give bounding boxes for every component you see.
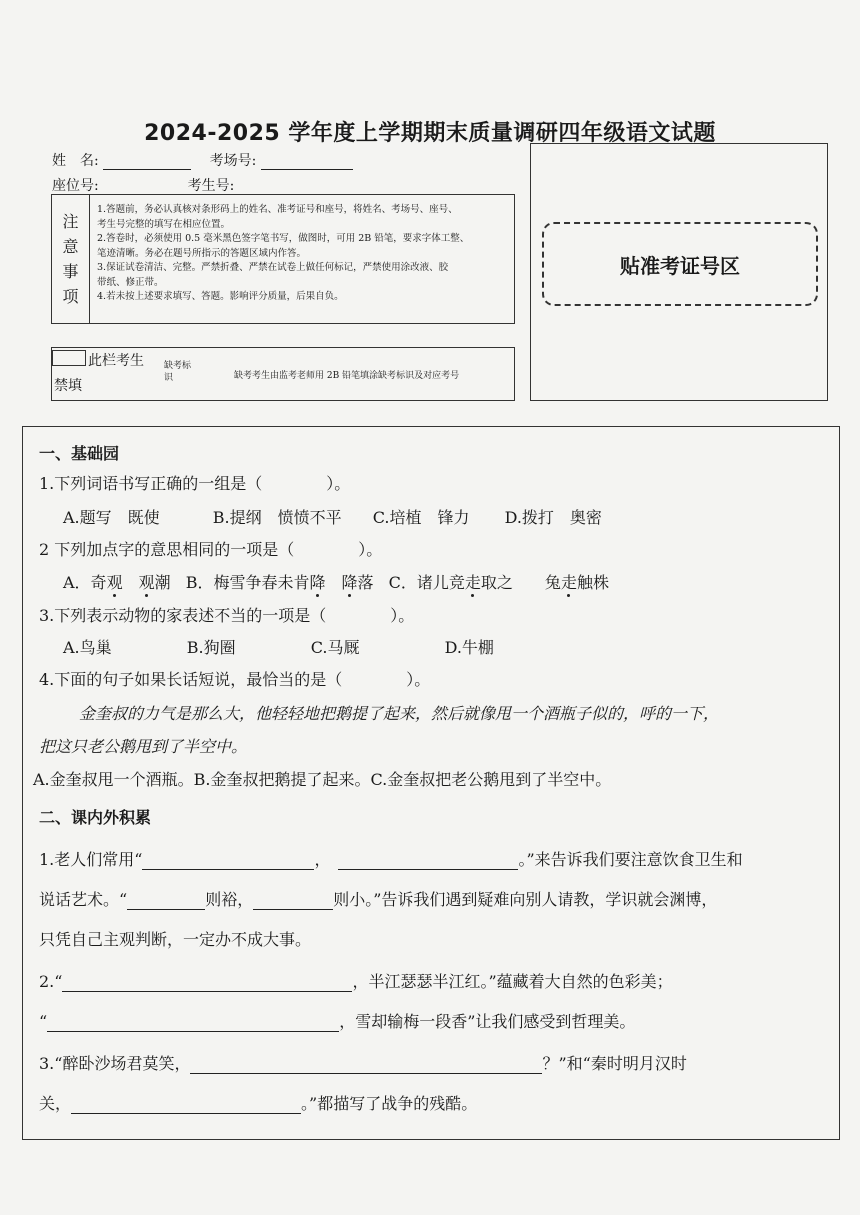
q4-stem: 4.下面的句子如果长话短说，最恰当的是（ ）。 (39, 670, 431, 689)
s2-q1-blank-2[interactable] (338, 851, 518, 870)
seat-field-row (52, 175, 419, 195)
s2-q2-text: 2.“ (39, 972, 63, 991)
s2-q2-text: ，雪却输梅一段香”让我们感受到哲理美。 (339, 1012, 636, 1031)
q3-option-d[interactable]: D.牛棚 (444, 638, 494, 657)
s2-q1-text: 则裕， (205, 890, 254, 909)
s2-q1-text: 。”来告诉我们要注意饮食卫生和 (518, 850, 743, 869)
notice-heading-char: 项 (62, 287, 79, 306)
absent-instruction: 缺考考生由监考老师用 2B 铅笔填涂缺考标识及对应考号 (234, 371, 460, 381)
absent-mark-label (164, 360, 191, 384)
name-label: 姓 名: (52, 153, 99, 169)
q2-a-dotted: 观 (106, 573, 123, 592)
q2-a-gap (123, 573, 139, 592)
candidate-blank[interactable] (239, 180, 419, 195)
notice-item: 笔迹清晰。务必在题号所指示的答题区域内作答。 (97, 247, 307, 259)
s2-q2-text: “ (39, 1012, 48, 1031)
absent-mark-label-line: 缺考标 (164, 361, 192, 371)
q2-b-text: B．梅雪争春未肯 (185, 573, 310, 592)
notice-item: 3.保证试卷清洁、完整。严禁折叠、严禁在试卷上做任何标记，严禁使用涂改液、胶 (97, 262, 449, 273)
seat-blank[interactable] (103, 180, 175, 195)
q2-a-dotted: 观 (138, 573, 155, 592)
q4-passage-line2: 把这只老公鹅甩到了半空中。 (39, 737, 248, 756)
q2-stem: 2 下列加点字的意思相同的一项是（ ）。 (39, 540, 383, 559)
s2-q3-line2 (39, 1091, 477, 1114)
notice-items (97, 203, 509, 305)
q1-stem: 1.下列词语书写正确的一组是（ ）。 (39, 474, 351, 493)
s2-q1-line1 (39, 847, 743, 870)
notice-item: 1.答题前，务必认真核对条形码上的姓名、准考证号和座号，将姓名、考场号、座号、 (97, 204, 458, 215)
absent-prefix: 此栏考生 (88, 353, 144, 369)
q2-b-gap (326, 573, 342, 592)
question-area (22, 426, 840, 1140)
q2-b-text: 落 (357, 573, 374, 592)
q3-stem: 3.下列表示动物的家表述不当的一项是（ ）。 (39, 606, 415, 625)
notice-heading-char: 注 (62, 212, 79, 231)
s2-q2-blank-2[interactable] (47, 1013, 339, 1032)
s2-q2-blank-1[interactable] (62, 973, 352, 992)
q2-a-text: A．奇 (63, 573, 107, 592)
s2-q3-text: ？”和“秦时明月汉时 (542, 1054, 687, 1073)
name-blank[interactable] (103, 155, 191, 170)
q3-options (63, 635, 494, 658)
s2-q1-blank-3[interactable] (127, 891, 205, 910)
q1-option-d[interactable]: D.拨打 奥密 (504, 508, 602, 527)
q2-option-c[interactable] (389, 573, 609, 592)
section1-heading: 一、基础园 (39, 444, 120, 463)
s2-q1-text: 1.老人们常用“ (39, 850, 143, 869)
absent-checkbox[interactable] (52, 350, 86, 366)
seat-label: 座位号: (52, 178, 99, 194)
absent-box (51, 347, 515, 401)
s2-q1-blank-1[interactable] (142, 851, 314, 870)
s2-q3-text: 3.“醉卧沙场君莫笑， (39, 1054, 191, 1073)
q4-passage-line1: 金奎叔的力气是那么大，他轻轻地把鹅提了起来，然后就像甩一个酒瓶子似的，呼的一下， (79, 704, 720, 723)
q2-c-dotted: 走 (464, 573, 481, 592)
q2-b-dotted: 降 (341, 573, 358, 592)
notice-item: 考生号完整的填写在相应位置。 (97, 218, 231, 230)
s2-q2-line2 (39, 1009, 635, 1032)
q1-option-c[interactable]: C.培植 锋力 (372, 508, 470, 527)
exam-room-label: 考场号: (209, 153, 257, 169)
q2-option-b[interactable] (186, 573, 374, 592)
name-field-row (52, 150, 353, 170)
q3-option-c[interactable]: C.马厩 (310, 638, 360, 657)
s2-q1-text: ， (314, 850, 331, 869)
s2-q1-blank-4[interactable] (253, 891, 333, 910)
s2-q2-text: ，半江瑟瑟半江红。”蕴藏着大自然的色彩美； (352, 972, 673, 991)
s2-q3-blank-2[interactable] (71, 1095, 301, 1114)
notice-heading-char: 事 (62, 262, 79, 281)
q2-b-dotted: 降 (309, 573, 326, 592)
exam-room-blank[interactable] (261, 155, 353, 170)
q2-a-text: 潮 (154, 573, 171, 592)
ticket-sticker-zone: 贴准考证号区 (542, 222, 818, 306)
s2-q1-line2 (39, 887, 717, 910)
q2-c-dotted: 走 (560, 573, 577, 592)
absent-mark-label-line: 识 (164, 373, 174, 383)
notice-heading (52, 195, 90, 323)
section2-heading: 二、课内外积累 (39, 808, 152, 827)
page-title: 2024-2025 学年度上学期期末质量调研四年级语文试题 (144, 121, 716, 146)
s2-q3-blank-1[interactable] (190, 1055, 542, 1074)
q1-options (63, 505, 602, 528)
q2-c-gap: 兔 (512, 573, 561, 592)
q2-option-a[interactable] (63, 573, 171, 592)
q3-option-a[interactable]: A.鸟巢 (63, 638, 112, 657)
absent-forbid: 禁填 (54, 378, 82, 394)
notice-item: 2.答卷时，必须使用 0.5 毫米黑色签字笔书写，做图时，可用 2B 铅笔，要求字体工整、 (97, 233, 470, 244)
s2-q1-line3: 只凭自己主观判断，一定办不成大事。 (39, 930, 312, 949)
q2-options (63, 570, 609, 593)
s2-q1-text: 说话艺术。“ (39, 890, 128, 909)
notice-box (51, 194, 515, 324)
q2-c-text: C．诸儿竞 (388, 573, 465, 592)
s2-q1-text: 则小。”告诉我们遇到疑难向别人请教，学识就会渊博， (333, 890, 718, 909)
q3-option-b[interactable]: B.狗圈 (186, 638, 236, 657)
q4-options[interactable]: A.金奎叔甩一个酒瓶。B.金奎叔把鹅提了起来。C.金奎叔把老公鹅甩到了半空中。 (33, 770, 612, 789)
q2-c-text: 触株 (576, 573, 609, 592)
q1-option-a[interactable]: A.题写 既使 (63, 508, 160, 527)
notice-heading-char: 意 (62, 237, 79, 256)
candidate-label: 考生号: (187, 178, 235, 194)
ticket-sticker-area (530, 143, 828, 401)
notice-item: 带纸、修正带。 (97, 276, 164, 288)
s2-q3-text: 关， (39, 1094, 72, 1113)
notice-item: 4.若未按上述要求填写、答题。影响评分质量，后果自负。 (97, 291, 344, 302)
q2-c-text: 取之 (480, 573, 513, 592)
q1-option-b[interactable]: B.提纲 愤愤不平 (212, 508, 342, 527)
s2-q2-line1 (39, 969, 673, 992)
s2-q3-line1 (39, 1051, 687, 1074)
s2-q3-text: 。”都描写了战争的残酷。 (301, 1094, 478, 1113)
